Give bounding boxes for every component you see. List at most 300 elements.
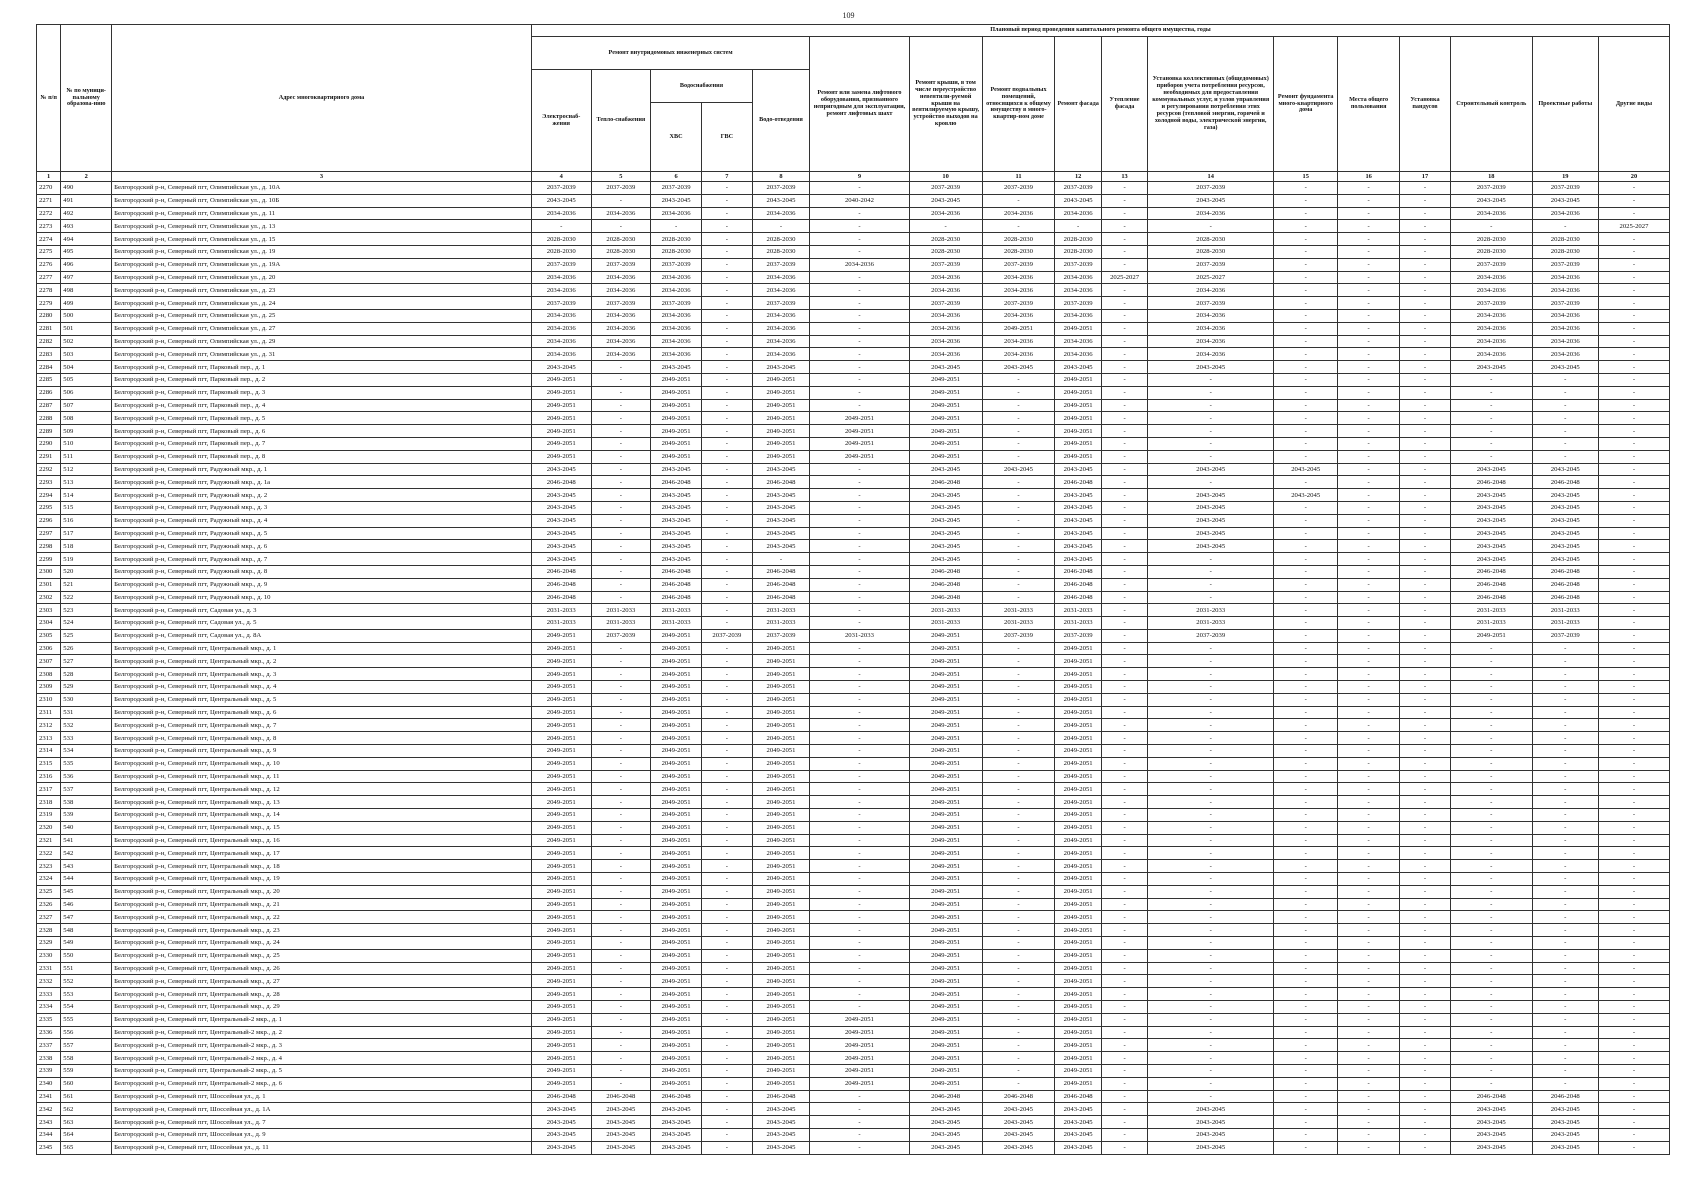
period-cell: - <box>701 412 752 425</box>
period-cell: - <box>1338 258 1400 271</box>
period-cell: - <box>1101 412 1147 425</box>
period-cell: 2049-2051 <box>651 386 702 399</box>
address-cell: Белгородский р-н, Северный пгт, Парковый пер., д. 6 <box>112 425 532 438</box>
period-cell: 2049-2051 <box>909 873 982 886</box>
period-cell: - <box>701 1001 752 1014</box>
period-cell: - <box>1450 796 1532 809</box>
period-cell: - <box>1400 809 1451 822</box>
period-cell: 2037-2039 <box>701 629 752 642</box>
row-number: 2308 <box>37 668 61 681</box>
period-cell: 2049-2051 <box>1055 847 1101 860</box>
period-cell: 2049-2051 <box>1055 975 1101 988</box>
period-cell: - <box>1274 809 1338 822</box>
period-cell: 2049-2051 <box>651 745 702 758</box>
period-cell: 2049-2051 <box>1055 757 1101 770</box>
period-cell: 2034-2036 <box>909 207 982 220</box>
period-cell: - <box>1598 335 1669 348</box>
header-ramps: Установка пандусов <box>1400 37 1451 172</box>
row-number: 2279 <box>37 297 61 310</box>
municipal-number: 534 <box>61 745 112 758</box>
period-cell: 2049-2051 <box>1055 668 1101 681</box>
period-cell: - <box>1274 412 1338 425</box>
period-cell: - <box>1338 796 1400 809</box>
period-cell: 2043-2045 <box>1532 361 1598 374</box>
address-cell: Белгородский р-н, Северный пгт, Садовая ул., д. 5 <box>112 617 532 630</box>
period-cell: - <box>1400 783 1451 796</box>
period-cell: - <box>1400 732 1451 745</box>
period-cell: - <box>1598 1077 1669 1090</box>
period-cell: - <box>591 412 651 425</box>
period-cell: - <box>1338 1090 1400 1103</box>
period-cell: 2049-2051 <box>909 437 982 450</box>
period-cell: 2034-2036 <box>1055 284 1101 297</box>
period-cell: - <box>982 437 1055 450</box>
period-cell: 2031-2033 <box>810 629 909 642</box>
period-cell: 2049-2051 <box>531 898 591 911</box>
period-cell: 2037-2039 <box>1148 258 1274 271</box>
period-cell: 2049-2051 <box>909 655 982 668</box>
period-cell: - <box>1148 860 1274 873</box>
period-cell: - <box>701 949 752 962</box>
period-cell: - <box>810 885 909 898</box>
period-cell: - <box>1598 745 1669 758</box>
period-cell: 2028-2030 <box>1532 233 1598 246</box>
period-cell: - <box>1148 757 1274 770</box>
period-cell: 2049-2051 <box>531 425 591 438</box>
period-cell: - <box>1101 604 1147 617</box>
table-row <box>37 911 1670 924</box>
period-cell: - <box>591 194 651 207</box>
address-cell: Белгородский р-н, Северный пгт, Садовая ул., д. 8А <box>112 629 532 642</box>
period-cell: 2043-2045 <box>1055 514 1101 527</box>
period-cell: - <box>1055 220 1101 233</box>
period-cell: - <box>1400 655 1451 668</box>
period-cell: - <box>591 898 651 911</box>
period-cell: - <box>1532 1001 1598 1014</box>
period-cell: - <box>810 796 909 809</box>
row-number: 2273 <box>37 220 61 233</box>
period-cell: - <box>1338 873 1400 886</box>
period-cell: 2049-2051 <box>810 1052 909 1065</box>
period-cell: - <box>982 450 1055 463</box>
period-cell: 2049-2051 <box>531 412 591 425</box>
period-cell: - <box>1101 182 1147 195</box>
period-cell: - <box>1148 642 1274 655</box>
table-row <box>37 719 1670 732</box>
period-cell: - <box>1274 911 1338 924</box>
period-cell: - <box>810 386 909 399</box>
period-cell: - <box>810 783 909 796</box>
period-cell: - <box>701 386 752 399</box>
period-cell: - <box>1598 783 1669 796</box>
period-cell: 2043-2045 <box>1532 1103 1598 1116</box>
period-cell: 2049-2051 <box>531 693 591 706</box>
table-row <box>37 783 1670 796</box>
period-cell: - <box>591 988 651 1001</box>
period-cell: 2049-2051 <box>909 1052 982 1065</box>
period-cell: - <box>1274 770 1338 783</box>
period-cell: - <box>1598 501 1669 514</box>
period-cell: 2034-2036 <box>651 284 702 297</box>
period-cell: 2037-2039 <box>1532 629 1598 642</box>
period-cell: 2028-2030 <box>531 245 591 258</box>
period-cell: 2043-2045 <box>651 361 702 374</box>
period-cell: - <box>1598 732 1669 745</box>
table-row <box>37 335 1670 348</box>
period-cell: - <box>1148 565 1274 578</box>
table-row <box>37 1001 1670 1014</box>
period-cell: 2034-2036 <box>982 207 1055 220</box>
period-cell: - <box>1598 962 1669 975</box>
address-cell: Белгородский р-н, Северный пгт, Центральный-2 мкр., д. 3 <box>112 1039 532 1052</box>
period-cell: - <box>1598 706 1669 719</box>
period-cell: - <box>1400 770 1451 783</box>
period-cell: - <box>701 1064 752 1077</box>
period-cell: - <box>591 463 651 476</box>
period-cell: - <box>1101 1128 1147 1141</box>
period-cell: - <box>1148 924 1274 937</box>
period-cell: - <box>1532 220 1598 233</box>
row-number: 2335 <box>37 1013 61 1026</box>
period-cell: - <box>701 425 752 438</box>
period-cell: 2049-2051 <box>752 745 809 758</box>
period-cell: - <box>1274 220 1338 233</box>
period-cell: - <box>1532 885 1598 898</box>
period-cell: 2034-2036 <box>651 348 702 361</box>
period-cell: 2049-2051 <box>909 937 982 950</box>
period-cell: - <box>1400 373 1451 386</box>
period-cell: - <box>1450 1064 1532 1077</box>
municipal-number: 532 <box>61 719 112 732</box>
period-cell: 2025-2027 <box>1101 271 1147 284</box>
address-cell: Белгородский р-н, Северный пгт, Радужный мкр., д. 4 <box>112 514 532 527</box>
period-cell: - <box>591 540 651 553</box>
period-cell: 2037-2039 <box>909 182 982 195</box>
row-number: 2344 <box>37 1128 61 1141</box>
period-cell: 2049-2051 <box>909 373 982 386</box>
period-cell: - <box>1450 1013 1532 1026</box>
period-cell: - <box>810 898 909 911</box>
municipal-number: 555 <box>61 1013 112 1026</box>
row-number: 2318 <box>37 796 61 809</box>
period-cell: - <box>1101 425 1147 438</box>
period-cell: 2043-2045 <box>651 489 702 502</box>
address-cell: Белгородский р-н, Северный пгт, Радужный мкр., д. 5 <box>112 527 532 540</box>
row-number: 2321 <box>37 834 61 847</box>
period-cell: 2034-2036 <box>982 348 1055 361</box>
period-cell: 2049-2051 <box>909 706 982 719</box>
period-cell: 2049-2051 <box>1055 681 1101 694</box>
period-cell: - <box>1148 745 1274 758</box>
table-row <box>37 489 1670 502</box>
period-cell: 2049-2051 <box>909 885 982 898</box>
period-cell: - <box>1274 975 1338 988</box>
period-cell: - <box>1598 412 1669 425</box>
row-number: 2305 <box>37 629 61 642</box>
period-cell: 2043-2045 <box>531 194 591 207</box>
period-cell: 2037-2039 <box>531 297 591 310</box>
period-cell: - <box>982 489 1055 502</box>
table-row <box>37 425 1670 438</box>
period-cell: 2049-2051 <box>1055 796 1101 809</box>
municipal-number: 533 <box>61 732 112 745</box>
period-cell: 2049-2051 <box>1055 809 1101 822</box>
period-cell: 2049-2051 <box>1055 1001 1101 1014</box>
period-cell: - <box>701 732 752 745</box>
period-cell: - <box>701 1103 752 1116</box>
period-cell: - <box>1274 604 1338 617</box>
period-cell: 2034-2036 <box>1055 207 1101 220</box>
period-cell: - <box>1532 1026 1598 1039</box>
column-number: 8 <box>752 172 809 182</box>
period-cell: - <box>1400 361 1451 374</box>
period-cell: - <box>1338 1103 1400 1116</box>
table-row <box>37 348 1670 361</box>
period-cell: - <box>1148 693 1274 706</box>
period-cell: 2049-2051 <box>1055 962 1101 975</box>
period-cell: - <box>1101 1116 1147 1129</box>
period-cell: - <box>701 924 752 937</box>
period-cell: - <box>810 399 909 412</box>
period-cell: - <box>1148 425 1274 438</box>
period-cell: - <box>1274 182 1338 195</box>
period-cell: 2037-2039 <box>591 629 651 642</box>
row-number: 2341 <box>37 1090 61 1103</box>
period-cell: 2034-2036 <box>1450 271 1532 284</box>
period-cell: 2049-2051 <box>909 681 982 694</box>
period-cell: - <box>1598 182 1669 195</box>
period-cell: - <box>1274 847 1338 860</box>
period-cell: - <box>1400 501 1451 514</box>
period-cell: 2049-2051 <box>651 437 702 450</box>
period-cell: 2034-2036 <box>1450 207 1532 220</box>
period-cell: 2043-2045 <box>982 1103 1055 1116</box>
municipal-number: 492 <box>61 207 112 220</box>
period-cell: - <box>982 668 1055 681</box>
period-cell: - <box>1338 821 1400 834</box>
period-cell: 2049-2051 <box>909 1013 982 1026</box>
period-cell: - <box>701 937 752 950</box>
period-cell: 2043-2045 <box>1148 463 1274 476</box>
period-cell: 2046-2048 <box>752 476 809 489</box>
period-cell: 2049-2051 <box>531 1077 591 1090</box>
period-cell: 2037-2039 <box>1055 297 1101 310</box>
period-cell: - <box>591 361 651 374</box>
period-cell: - <box>1101 565 1147 578</box>
period-cell: - <box>982 194 1055 207</box>
period-cell: - <box>1338 1001 1400 1014</box>
table-row <box>37 476 1670 489</box>
table-row <box>37 309 1670 322</box>
period-cell: 2034-2036 <box>1532 207 1598 220</box>
header-design: Проектные работы <box>1532 37 1598 172</box>
table-row <box>37 399 1670 412</box>
period-cell: - <box>1274 642 1338 655</box>
period-cell: 2028-2030 <box>1532 245 1598 258</box>
period-cell: 2049-2051 <box>1055 898 1101 911</box>
period-cell: - <box>1532 873 1598 886</box>
period-cell: 2049-2051 <box>531 399 591 412</box>
period-cell: 2049-2051 <box>752 450 809 463</box>
period-cell: - <box>1598 425 1669 438</box>
municipal-number: 510 <box>61 437 112 450</box>
period-cell: 2043-2045 <box>1532 527 1598 540</box>
period-cell: 2043-2045 <box>651 553 702 566</box>
period-cell: - <box>1532 911 1598 924</box>
table-row <box>37 361 1670 374</box>
address-cell: Белгородский р-н, Северный пгт, Центральный мкр., д. 18 <box>112 860 532 873</box>
period-cell: - <box>1101 821 1147 834</box>
period-cell: 2034-2036 <box>651 335 702 348</box>
period-cell: - <box>1598 284 1669 297</box>
period-cell: 2049-2051 <box>909 962 982 975</box>
period-cell: 2034-2036 <box>591 348 651 361</box>
period-cell: - <box>810 527 909 540</box>
period-cell: - <box>1274 245 1338 258</box>
municipal-number: 561 <box>61 1090 112 1103</box>
period-cell: - <box>1450 655 1532 668</box>
period-cell: - <box>1338 885 1400 898</box>
table-row <box>37 220 1670 233</box>
period-cell: - <box>701 604 752 617</box>
period-cell: - <box>1400 745 1451 758</box>
period-cell: - <box>591 706 651 719</box>
period-cell: 2034-2036 <box>651 207 702 220</box>
period-cell: - <box>701 476 752 489</box>
table-row <box>37 1064 1670 1077</box>
period-cell: - <box>1101 937 1147 950</box>
period-cell: - <box>1598 386 1669 399</box>
period-cell: 2049-2051 <box>752 962 809 975</box>
period-cell: 2034-2036 <box>1148 348 1274 361</box>
period-cell: - <box>982 1077 1055 1090</box>
period-cell: - <box>1400 949 1451 962</box>
period-cell: 2043-2045 <box>1532 514 1598 527</box>
period-cell: - <box>1338 1039 1400 1052</box>
municipal-number: 512 <box>61 463 112 476</box>
period-cell: - <box>1450 847 1532 860</box>
period-cell: - <box>591 220 651 233</box>
row-number: 2329 <box>37 937 61 950</box>
period-cell: - <box>1450 770 1532 783</box>
period-cell: 2034-2036 <box>531 207 591 220</box>
municipal-number: 545 <box>61 885 112 898</box>
period-cell: - <box>1101 540 1147 553</box>
table-row <box>37 693 1670 706</box>
address-cell: Белгородский р-н, Северный пгт, Центральный мкр., д. 6 <box>112 706 532 719</box>
period-cell: - <box>810 501 909 514</box>
repair-schedule-sheet <box>36 24 1670 1155</box>
address-cell: Белгородский р-н, Северный пгт, Центральный мкр., д. 12 <box>112 783 532 796</box>
period-cell: - <box>1338 719 1400 732</box>
period-cell: 2049-2051 <box>909 386 982 399</box>
municipal-number: 562 <box>61 1103 112 1116</box>
row-number: 2327 <box>37 911 61 924</box>
address-cell: Белгородский р-н, Северный пгт, Олимпийская ул., д. 11 <box>112 207 532 220</box>
period-cell: - <box>1338 706 1400 719</box>
period-cell: - <box>1450 732 1532 745</box>
period-cell: - <box>1532 655 1598 668</box>
period-cell: - <box>1400 1090 1451 1103</box>
period-cell: 2049-2051 <box>909 1064 982 1077</box>
period-cell: 2049-2051 <box>1055 745 1101 758</box>
period-cell: - <box>1450 834 1532 847</box>
period-cell: - <box>1274 924 1338 937</box>
period-cell: - <box>1338 1026 1400 1039</box>
period-cell: - <box>1400 719 1451 732</box>
period-cell: 2034-2036 <box>591 322 651 335</box>
period-cell: - <box>1274 1001 1338 1014</box>
period-cell: 2043-2045 <box>1055 1116 1101 1129</box>
period-cell: - <box>1400 898 1451 911</box>
period-cell: - <box>982 809 1055 822</box>
period-cell: 2034-2036 <box>1055 348 1101 361</box>
row-number: 2330 <box>37 949 61 962</box>
address-cell: Белгородский р-н, Северный пгт, Центральный мкр., д. 24 <box>112 937 532 950</box>
table-row <box>37 412 1670 425</box>
period-cell: 2049-2051 <box>909 1001 982 1014</box>
period-cell: 2043-2045 <box>1148 1128 1274 1141</box>
period-cell: - <box>1274 425 1338 438</box>
period-cell: 2049-2051 <box>651 975 702 988</box>
period-cell: - <box>701 1013 752 1026</box>
period-cell: 2049-2051 <box>1055 322 1101 335</box>
period-cell: 2034-2036 <box>752 348 809 361</box>
row-number: 2293 <box>37 476 61 489</box>
period-cell: - <box>1338 745 1400 758</box>
period-cell: - <box>531 220 591 233</box>
period-cell: 2043-2045 <box>1532 194 1598 207</box>
period-cell: - <box>982 975 1055 988</box>
period-cell: - <box>701 207 752 220</box>
municipal-number: 549 <box>61 937 112 950</box>
column-number: 12 <box>1055 172 1101 182</box>
period-cell: - <box>810 821 909 834</box>
row-number: 2303 <box>37 604 61 617</box>
table-row <box>37 437 1670 450</box>
period-cell: 2043-2045 <box>752 1128 809 1141</box>
period-cell: - <box>1101 220 1147 233</box>
period-cell: - <box>1400 207 1451 220</box>
period-cell: - <box>1148 937 1274 950</box>
period-cell: - <box>1148 591 1274 604</box>
period-cell: 2046-2048 <box>1055 591 1101 604</box>
period-cell: - <box>1101 489 1147 502</box>
period-cell: - <box>1598 258 1669 271</box>
address-cell: Белгородский р-н, Северный пгт, Садовая ул., д. 3 <box>112 604 532 617</box>
period-cell: - <box>982 1039 1055 1052</box>
period-cell: 2049-2051 <box>1055 834 1101 847</box>
period-cell: 2049-2051 <box>531 373 591 386</box>
period-cell: 2049-2051 <box>531 783 591 796</box>
row-number: 2294 <box>37 489 61 502</box>
municipal-number: 493 <box>61 220 112 233</box>
address-cell: Белгородский р-н, Северный пгт, Центральный-2 мкр., д. 2 <box>112 1026 532 1039</box>
row-number: 2307 <box>37 655 61 668</box>
period-cell: - <box>982 591 1055 604</box>
period-cell: - <box>1148 220 1274 233</box>
period-cell: - <box>1338 591 1400 604</box>
period-cell: - <box>1598 1116 1669 1129</box>
period-cell: - <box>1400 578 1451 591</box>
period-cell: 2031-2033 <box>531 617 591 630</box>
period-cell: 2049-2051 <box>909 745 982 758</box>
table-row <box>37 207 1670 220</box>
table-header <box>37 25 1670 182</box>
period-cell: - <box>1274 194 1338 207</box>
period-cell: 2049-2051 <box>1055 399 1101 412</box>
period-cell: - <box>1101 911 1147 924</box>
